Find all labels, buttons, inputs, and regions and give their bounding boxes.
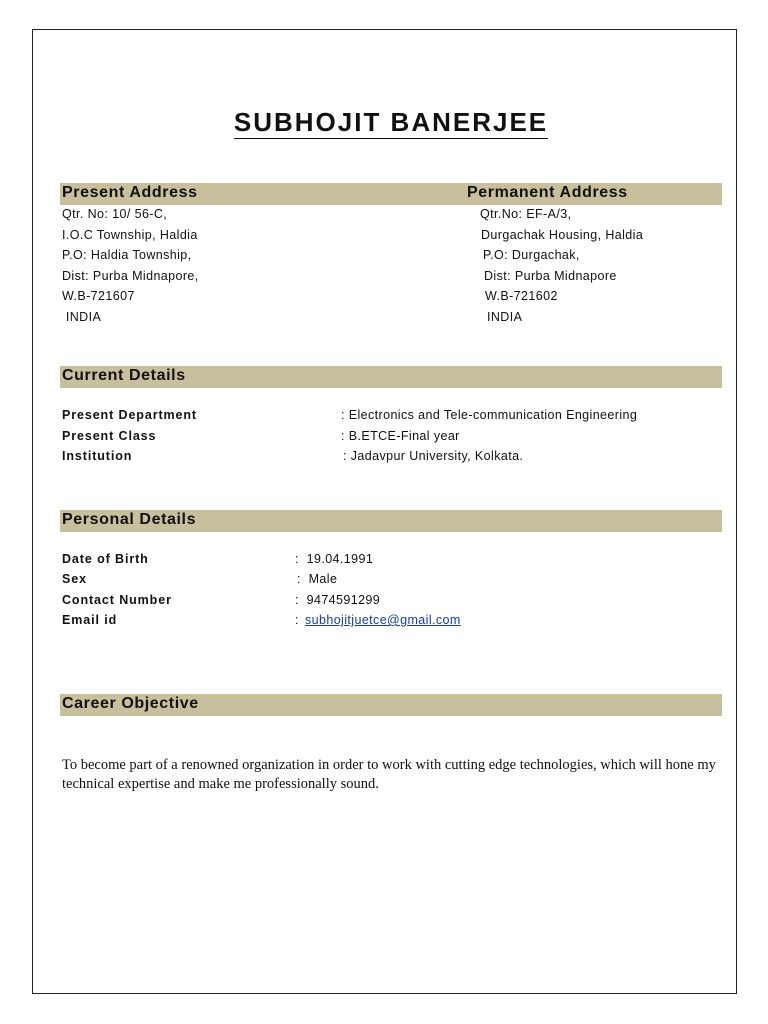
sex-value: : Male — [297, 572, 338, 586]
permanent-address-line: Durgachak Housing, Haldia — [481, 228, 644, 242]
present-address-line: P.O: Haldia Township, — [62, 248, 192, 262]
contact-number-value: : 9474591299 — [295, 593, 381, 607]
institution-value: : Jadavpur University, Kolkata. — [343, 449, 524, 463]
current-details-band — [60, 366, 722, 388]
present-address-line: INDIA — [62, 310, 102, 324]
personal-details-heading: Personal Details — [62, 511, 197, 528]
permanent-address-line: INDIA — [487, 310, 523, 324]
present-class-label: Present Class — [62, 429, 157, 443]
present-class-value: : B.ETCE-Final year — [341, 429, 460, 443]
present-address-line: Qtr. No: 10/ 56-C, — [62, 207, 168, 221]
present-address-line: Dist: Purba Midnapore, — [62, 269, 199, 283]
email-link[interactable]: subhojitjuetce@gmail.com — [305, 613, 461, 627]
dob-value: : 19.04.1991 — [295, 552, 374, 566]
permanent-address-line: Qtr.No: EF-A/3, — [480, 207, 572, 221]
current-details-heading: Current Details — [62, 367, 186, 384]
personal-details-band — [60, 510, 722, 532]
email-label: Email id — [62, 613, 118, 627]
address-band — [60, 183, 722, 205]
permanent-address-line: Dist: Purba Midnapore — [484, 269, 617, 283]
dob-label: Date of Birth — [62, 552, 149, 566]
email-colon: : — [295, 613, 299, 627]
contact-number-label: Contact Number — [62, 593, 172, 607]
present-department-label: Present Department — [62, 408, 197, 422]
permanent-address-line: P.O: Durgachak, — [483, 248, 580, 262]
permanent-address-heading: Permanent Address — [467, 184, 628, 201]
permanent-address-line: W.B-721602 — [485, 289, 558, 303]
present-address-line: I.O.C Township, Haldia — [62, 228, 198, 242]
present-address-heading: Present Address — [62, 184, 198, 201]
institution-label: Institution — [62, 449, 133, 463]
sex-label: Sex — [62, 572, 87, 586]
present-department-value: : Electronics and Tele-communication Engineering — [341, 408, 638, 422]
career-objective-band — [60, 694, 722, 716]
resume-name: SUBHOJIT BANERJEE — [233, 107, 549, 137]
career-objective-heading: Career Objective — [62, 695, 199, 712]
career-objective-text: To become part of a renowned organization in order to work with cutting edge technologies, which will hone my technical expertise and make me professionally sound. — [62, 757, 716, 792]
present-address-line: W.B-721607 — [62, 289, 135, 303]
